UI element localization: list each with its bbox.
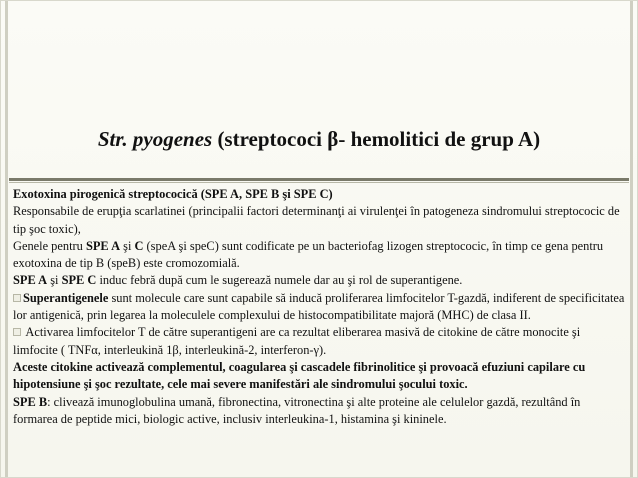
title-area [1, 1, 637, 177]
title-italic-part: Str. pyogenes [97, 127, 213, 151]
genes-text-2: şi [120, 238, 135, 253]
exotoxin-heading: Exotoxina pirogenică streptococică (SPE A, SPE B şi SPE C) [13, 187, 333, 201]
paragraph-fever [13, 272, 627, 289]
paragraph-cytokines [13, 359, 627, 394]
slide-body [13, 186, 627, 428]
fever-text-2: induc febră după cum le sugerează numele dar au şi rol de superantigene. [96, 273, 463, 288]
fever-spe-a: SPE A [13, 273, 48, 288]
paragraph-superantigens [13, 290, 627, 325]
title-rest: (streptococi β- hemolitici de grup A) [212, 127, 541, 151]
paragraph-exotoxin [13, 186, 627, 203]
spe-b-text: : clivează imunoglobulina umană, fibronectina, vitronectina şi alte proteine ale celulelor gazdă, rezultând în formarea de peptide mici, biologic active, inclusiv interleukina-1, histamina şi kininele. [13, 394, 581, 426]
paragraph-spe-b [13, 394, 627, 429]
cytokines-text: Aceste citokine activează complementul, coagularea şi cascadele fibrinolitice şi provoacă efuziuni capilare cu hipotensiune şi şoc rezultate, cele mai severe manifestări ale sindromului şocului toxic. [13, 359, 586, 392]
title-divider [9, 178, 629, 181]
genes-spe-a: SPE A [85, 238, 121, 253]
paragraph-scarlatina: Responsabile de erupţia scarlatinei (principalii factori determinanţi ai virulenţei în patogeneza sindromului streptococic de tip şoc toxic), [13, 204, 620, 236]
title-divider-thin [9, 182, 629, 183]
paragraph-genes [13, 238, 627, 273]
fever-spe-c: SPE C [61, 273, 97, 288]
superantigens-term: Superantigenele [23, 290, 109, 305]
slide-title [1, 126, 637, 152]
genes-c: C [134, 238, 144, 253]
fever-text-1: şi [47, 273, 62, 288]
genes-text-3: (speA şi speC) sunt codificate pe un bacteriofag lizogen streptococic, în timp ce gena pentru exotoxina de tip B (speB) este cromozomială. [13, 238, 604, 271]
paragraph-activation [13, 324, 627, 359]
activation-text: Activarea limfocitelor T de către superantigeni are ca rezultat eliberarea masivă de citokine de către monocite şi limfocite ( TNFα, interleukină 1β, interleukină-2, interferon-γ). [13, 325, 581, 357]
bullet-icon [13, 328, 21, 336]
bullet-icon [13, 294, 21, 302]
spe-b-term: SPE B [13, 394, 48, 409]
genes-text-1: Genele pentru [13, 238, 86, 253]
superantigens-text: sunt molecule care sunt capabile să inducă proliferarea limfocitelor T-gazdă, indiferent de specificitatea lor antigenică, prin legarea la moleculele complexului de histocompatibilitate majoră (MHC) de clasa II. [13, 290, 625, 323]
